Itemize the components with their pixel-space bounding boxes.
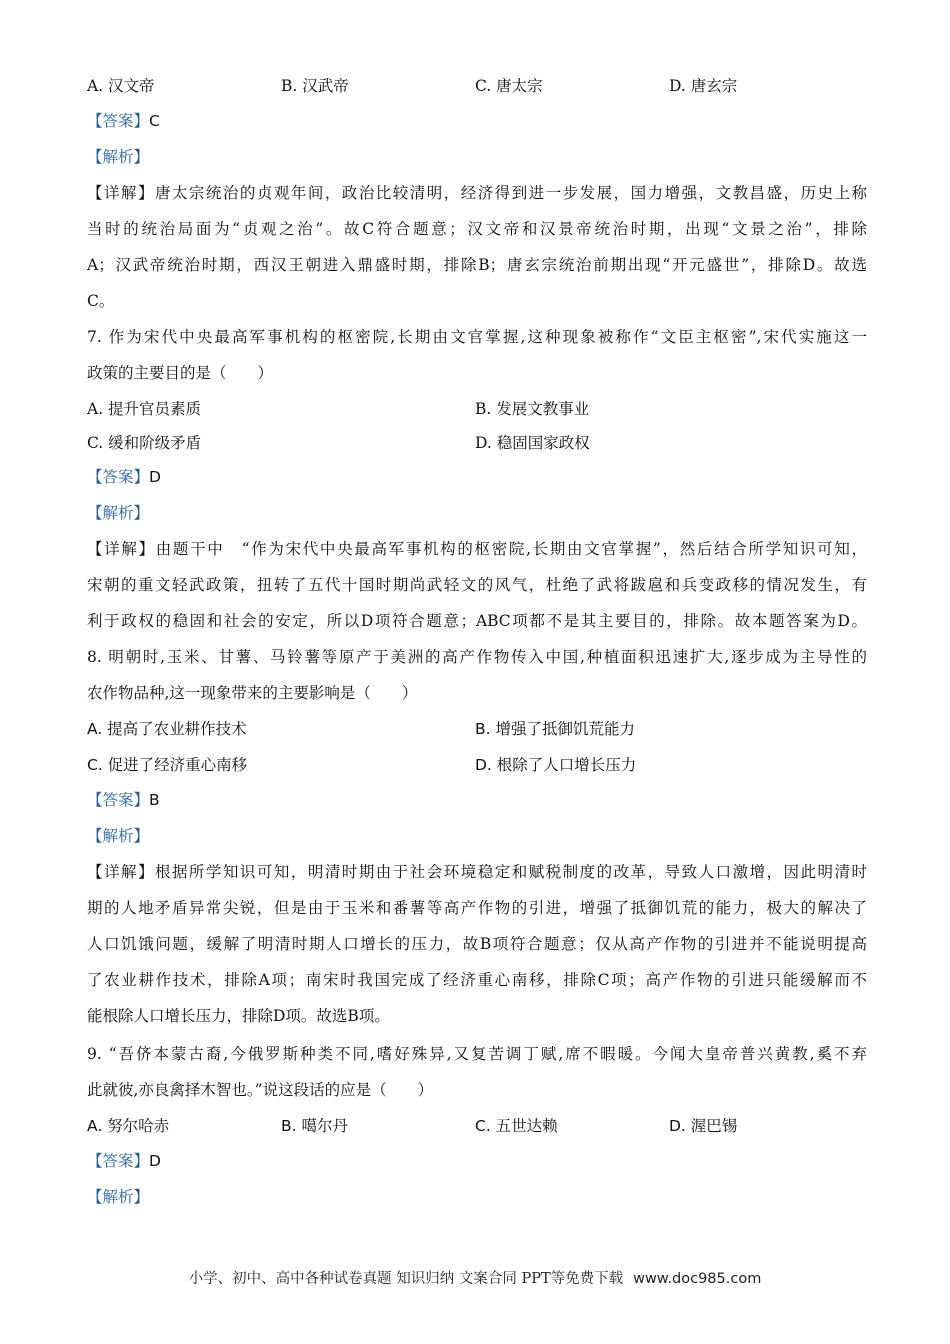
q9-stem-line: 此就彼,亦良禽择木智也。”说这段话的应是（ ） <box>87 1081 434 1099</box>
q8-stem-line: 农作物品种,这一现象带来的主要影响是（ ） <box>87 684 418 702</box>
q6-detail-line: A；汉武帝统治时期，西汉王朝进入鼎盛时期，排除B；唐玄宗统治前期出现“开元盛世”，排除D。故选 <box>87 256 867 274</box>
q7-option-a: A. 提升官员素质 <box>87 400 202 418</box>
q6-option-b: B. 汉武帝 <box>281 77 349 95</box>
q6-option-d: D. 唐玄宗 <box>669 77 738 95</box>
q8-detail-line: 【详解】根据所学知识可知，明清时期由于社会环境稳定和赋税制度的改革，导致人口激增，因此明清时 <box>87 863 867 881</box>
answer-tag: 【答案】 <box>87 468 150 486</box>
answer-tag: 【答案】 <box>87 1152 150 1170</box>
q7-detail-line: 【详解】由题干中 “作为宋代中央最高军事机构的枢密院,长期由文官掌握”，然后结合所学知识可知， <box>87 540 867 558</box>
q9-stem-line: 9. “吾侪本蒙古裔,今俄罗斯种类不同,嗜好殊异,又复苦调丁赋,席不暇暖。今闻大皇帝普兴黄教,奚不弃 <box>87 1045 867 1063</box>
q8-detail-line: 人口饥饿问题，缓解了明清时期人口增长的压力，故B项符合题意；仅从高产作物的引进并不能说明提高 <box>87 935 867 953</box>
q8-detail-line: 期的人地矛盾异常尖锐，但是由于玉米和番薯等高产作物的引进，增强了抵御饥荒的能力，极大的解决了 <box>87 899 867 917</box>
q8-option-c: C. 促进了经济重心南移 <box>87 756 248 774</box>
q9-option-b: B. 噶尔丹 <box>281 1117 348 1135</box>
q6-analysis-tag: 【解析】 <box>87 148 150 166</box>
answer-value: D <box>149 1152 161 1170</box>
answer-tag: 【答案】 <box>87 791 150 809</box>
answer-value: B <box>149 791 160 809</box>
q9-analysis-tag: 【解析】 <box>87 1188 150 1206</box>
q6-option-c: C. 唐太宗 <box>475 77 543 95</box>
q7-option-b: B. 发展文教事业 <box>475 400 590 418</box>
q7-analysis-tag: 【解析】 <box>87 504 150 522</box>
q7-answer <box>87 466 867 488</box>
q8-detail-line: 了农业耕作技术，排除A项；南宋时我国完成了经济重心南移，排除C项；高产作物的引进只能缓解而不 <box>87 971 867 989</box>
page-footer <box>0 1268 950 1290</box>
q6-answer <box>87 110 867 132</box>
answer-value: C <box>149 112 160 130</box>
q8-option-a: A. 提高了农业耕作技术 <box>87 720 247 738</box>
footer-url[interactable]: www.doc985.com <box>633 1271 762 1287</box>
answer-value: D <box>149 468 161 486</box>
q7-option-d: D. 稳固国家政权 <box>475 434 590 452</box>
q8-option-b: B. 增强了抵御饥荒能力 <box>475 720 635 738</box>
q6-detail-line: 当时的统治局面为“贞观之治”。故C符合题意；汉文帝和汉景帝统治时期，出现“文景之治”，排除 <box>87 220 867 238</box>
q8-stem-line: 8. 明朝时,玉米、甘薯、马铃薯等原产于美洲的高产作物传入中国,种植面积迅速扩大,逐步成为主导性的 <box>87 648 867 666</box>
q7-stem-line: 政策的主要目的是（ ） <box>87 364 274 382</box>
q9-option-a: A. 努尔哈赤 <box>87 1117 170 1135</box>
q6-detail-line: 【详解】唐太宗统治的贞观年间，政治比较清明，经济得到进一步发展，国力增强，文教昌盛，历史上称 <box>87 184 867 202</box>
answer-tag: 【答案】 <box>87 112 150 130</box>
q9-option-c: C. 五世达赖 <box>475 1117 558 1135</box>
q7-option-c: C. 缓和阶级矛盾 <box>87 434 202 452</box>
q6-detail-line: C。 <box>87 292 115 310</box>
q7-detail-line: 宋朝的重文轻武政策，扭转了五代十国时期尚武轻文的风气，杜绝了武将跋扈和兵变政移的情况发生，有 <box>87 576 867 594</box>
q7-stem-line: 7. 作为宋代中央最高军事机构的枢密院,长期由文官掌握,这种现象被称作“文臣主枢密”,宋代实施这一 <box>87 328 867 346</box>
q8-answer <box>87 789 867 811</box>
q9-answer <box>87 1150 867 1172</box>
q6-option-a: A. 汉文帝 <box>87 77 155 95</box>
q8-analysis-tag: 【解析】 <box>87 827 150 845</box>
q9-option-d: D. 渥巴锡 <box>669 1117 738 1135</box>
q7-detail-line: 利于政权的稳固和社会的安定，所以D项符合题意；ABC项都不是其主要目的，排除。故本题答案为D。 <box>87 612 867 630</box>
q8-detail-line: 能根除人口增长压力，排除D项。故选B项。 <box>87 1007 390 1025</box>
q8-option-d: D. 根除了人口增长压力 <box>475 756 637 774</box>
footer-text: 小学、初中、高中各种试卷真题 知识归纳 文案合同 PPT等免费下载 <box>188 1271 624 1287</box>
